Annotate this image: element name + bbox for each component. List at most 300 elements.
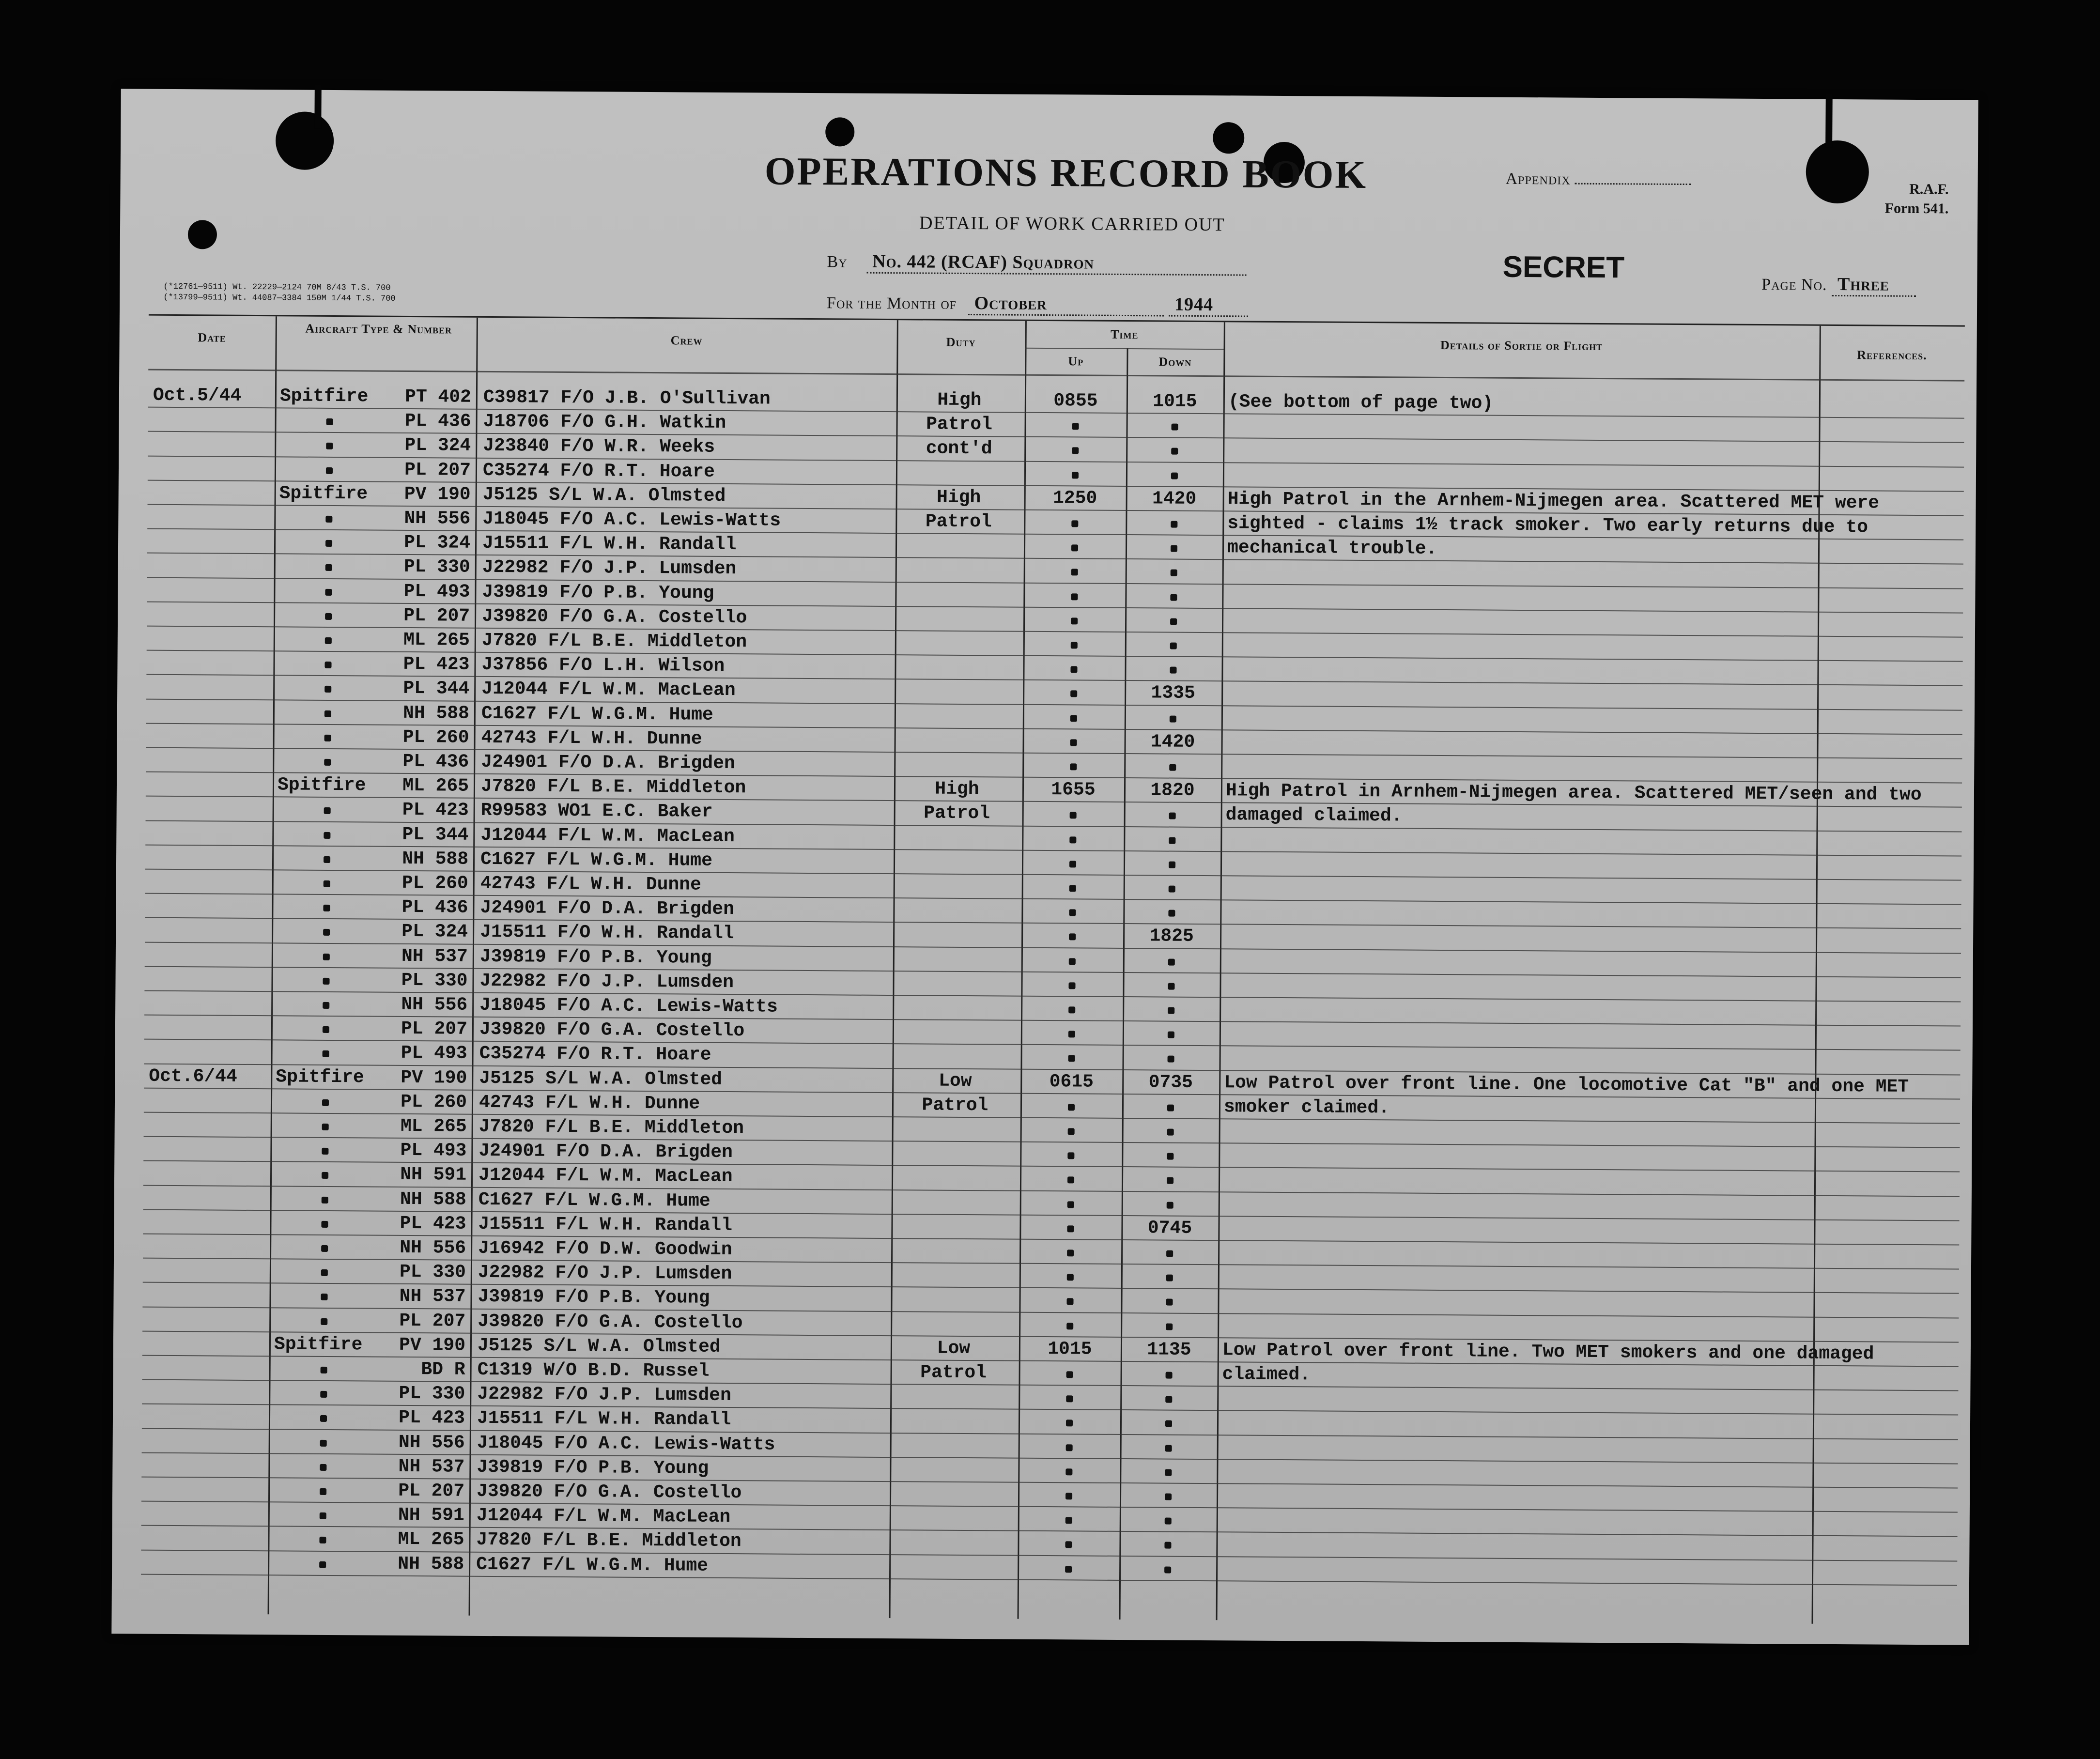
ditto-mark [320, 1488, 326, 1495]
row-crew: J39820 F/O G.A. Costello [478, 1311, 743, 1333]
ditto-mark [324, 735, 331, 741]
row-time-up [1020, 1556, 1117, 1580]
ditto-mark [326, 418, 333, 425]
ditto-mark [324, 686, 331, 693]
header-down: Down [1158, 355, 1192, 369]
ditto-mark [1170, 594, 1177, 601]
row-aircraft-type [276, 1113, 375, 1138]
ditto-mark [1170, 618, 1177, 625]
row-time-down [1127, 754, 1219, 779]
row-time-down: 1335 [1151, 682, 1195, 704]
row-time-down [1128, 535, 1220, 560]
ditto-mark [1166, 1250, 1173, 1257]
ditto-mark [322, 1026, 329, 1033]
row-time-down [1128, 559, 1220, 584]
row-time-down: 0745 [1147, 1218, 1192, 1239]
ditto-mark [1168, 1032, 1174, 1038]
row-aircraft-number: NH 588 [400, 1188, 466, 1210]
row-time-up [1025, 656, 1122, 681]
page-number-line [1761, 273, 1916, 297]
row-time-up [1024, 875, 1121, 900]
ditto-mark [1065, 1468, 1072, 1475]
row-aircraft-number: NH 591 [398, 1505, 464, 1526]
row-time-down [1127, 608, 1220, 633]
ditto-mark [321, 1294, 327, 1300]
row-time-up [1024, 899, 1121, 924]
row-aircraft-number: BD R [421, 1359, 465, 1380]
row-time-up [1025, 729, 1122, 754]
printer-code-line: (*13799—9511) Wt. 44087—3384 150M 1/44 T.S. 700 [163, 293, 396, 304]
row-aircraft-number: PL 344 [402, 824, 469, 846]
row-aircraft-type [279, 530, 378, 555]
row-time-down [1127, 633, 1220, 657]
row-aircraft-number: ML 265 [400, 1115, 467, 1137]
row-aircraft-type [277, 846, 376, 871]
ditto-mark [1166, 1299, 1173, 1306]
ditto-mark [323, 1002, 329, 1009]
page-subtitle: DETAIL OF WORK CARRIED OUT [919, 213, 1225, 235]
ditto-mark [319, 1537, 326, 1543]
ditto-mark [323, 905, 330, 911]
row-aircraft-number: PL 344 [403, 678, 470, 700]
ditto-mark [1165, 1396, 1172, 1403]
row-crew: J22982 F/O J.P. Lumsden [479, 970, 734, 993]
row-time-down [1123, 1313, 1215, 1338]
row-time-down [1126, 876, 1218, 900]
row-aircraft-type [274, 1308, 373, 1333]
row-time-up [1022, 1264, 1119, 1289]
ditto-mark [1164, 1542, 1171, 1549]
ditto-mark [321, 1196, 328, 1203]
row-aircraft-type [278, 749, 377, 773]
binder-hole [188, 220, 217, 249]
ditto-mark [1072, 423, 1079, 430]
ditto-mark [1070, 691, 1077, 697]
ditto-mark [322, 1050, 329, 1057]
header-date: Date [198, 330, 226, 345]
ditto-mark [320, 1391, 327, 1398]
row-aircraft-number: PL 330 [399, 1262, 466, 1283]
ditto-mark [1068, 982, 1075, 989]
row-aircraft-number: PL 423 [400, 1213, 466, 1234]
row-time-up [1023, 1118, 1120, 1143]
ditto-mark [1167, 1104, 1174, 1111]
row-time-down [1124, 1192, 1216, 1217]
appendix-label-text: Appendix [1505, 170, 1571, 188]
row-aircraft-type [279, 409, 379, 433]
page-number-value: Three [1832, 274, 1916, 297]
form-number [1885, 180, 1949, 219]
ditto-mark [1166, 1372, 1173, 1379]
row-crew: C1319 W/O B.D. Russel [477, 1359, 710, 1382]
row-aircraft-type [275, 1259, 374, 1284]
row-time-up [1027, 413, 1124, 438]
row-crew: C35274 F/O R.T. Hoare [482, 460, 715, 482]
ditto-mark [1068, 1055, 1075, 1062]
row-time-down [1123, 1386, 1215, 1411]
row-crew: J23840 F/O W.R. Weeks [483, 435, 715, 458]
row-time-down [1122, 1532, 1214, 1557]
row-aircraft-number: PL 493 [400, 1140, 467, 1161]
row-time-down [1127, 706, 1219, 730]
row-time-down [1127, 802, 1219, 827]
row-aircraft-type: Spitfire [276, 1066, 364, 1088]
row-aircraft-number: NH 588 [402, 848, 469, 870]
row-crew: C1627 F/L W.G.M. Hume [476, 1554, 709, 1576]
row-time-up [1026, 510, 1123, 535]
ditto-mark [1165, 1518, 1172, 1525]
ditto-mark [1165, 1469, 1172, 1476]
ditto-mark [324, 710, 331, 717]
row-crew: J18045 F/O A.C. Lewis-Watts [482, 508, 781, 531]
row-time-up [1025, 705, 1122, 729]
row-aircraft-type [279, 433, 379, 458]
ditto-mark [323, 953, 329, 960]
month-label: For the Month of [826, 294, 957, 313]
binder-clip [1825, 94, 1833, 148]
row-time-up [1024, 826, 1121, 851]
row-crew: J15511 F/L W.H. Randall [478, 1213, 733, 1236]
ditto-mark [322, 1124, 328, 1130]
row-aircraft-number: PL 423 [403, 654, 470, 675]
ditto-mark [1169, 861, 1175, 868]
row-duty: Patrol [920, 1362, 987, 1384]
ditto-mark [321, 1221, 328, 1228]
ditto-mark [1167, 1202, 1174, 1208]
record-sheet [111, 89, 1978, 1645]
ditto-mark [1165, 1420, 1172, 1427]
ditto-mark [1172, 424, 1178, 431]
row-aircraft-type [274, 1284, 373, 1309]
row-time-down [1125, 997, 1217, 1022]
row-time-up [1020, 1483, 1117, 1508]
row-aircraft-number: PL 260 [401, 872, 468, 894]
ditto-mark [1168, 958, 1175, 965]
row-time-down [1125, 1119, 1217, 1143]
ditto-mark [321, 1269, 327, 1276]
appendix-blank [1575, 183, 1691, 185]
ditto-mark [1069, 861, 1076, 867]
row-time-down [1126, 827, 1218, 852]
ditto-mark [1067, 1177, 1074, 1184]
ditto-mark [322, 1099, 328, 1106]
row-crew: J39820 F/O G.A. Costello [476, 1481, 742, 1504]
row-time-up [1021, 1312, 1118, 1337]
ditto-mark [1164, 1566, 1171, 1573]
row-time-down: 1015 [1153, 391, 1197, 412]
row-time-up [1023, 972, 1120, 997]
row-time-down [1127, 584, 1220, 609]
ditto-mark [322, 1148, 328, 1155]
ditto-mark [1069, 885, 1076, 892]
row-details: High Patrol in Arnhem-Nijmegen area. Scattered MET/seen and two damaged claimed. [1225, 780, 1922, 827]
row-crew: C1627 F/L W.G.M. Hume [478, 1189, 710, 1212]
ditto-mark [1171, 448, 1178, 455]
year-value: 1944 [1169, 294, 1248, 317]
row-aircraft-type [279, 555, 378, 579]
row-time-up [1023, 1094, 1120, 1119]
squadron-line [827, 250, 1246, 276]
row-aircraft-type [278, 700, 377, 725]
row-aircraft-type [278, 725, 377, 749]
row-aircraft-type [279, 506, 378, 530]
row-crew: J15511 F/L W.H. Randall [477, 1408, 731, 1431]
row-aircraft-number: PV 190 [401, 1067, 467, 1089]
row-time-up: 1655 [1051, 779, 1096, 801]
ditto-mark [1169, 886, 1175, 893]
ditto-mark [1170, 643, 1177, 649]
row-aircraft-number: PL 423 [402, 800, 469, 821]
row-time-up [1026, 583, 1123, 608]
row-time-down [1127, 657, 1219, 681]
ditto-mark [321, 1245, 328, 1252]
row-crew: C1627 F/L W.G.M. Hume [480, 849, 713, 871]
ditto-mark [325, 564, 332, 571]
row-crew: C1627 F/L W.G.M. Hume [481, 703, 713, 725]
row-aircraft-type [276, 992, 375, 1017]
ditto-mark [321, 1318, 327, 1325]
row-aircraft-type: Spitfire [279, 483, 368, 505]
ditto-mark [1170, 667, 1176, 674]
row-aircraft-type: Spitfire [277, 774, 366, 796]
ditto-mark [1071, 642, 1078, 648]
row-time-up [1025, 680, 1122, 705]
row-crew: J15511 F/L W.H. Randall [482, 533, 737, 555]
ditto-mark [1070, 763, 1077, 770]
row-time-up [1023, 1045, 1120, 1070]
ditto-mark [1072, 447, 1079, 454]
row-crew: C39817 F/O J.B. O'Sullivan [483, 386, 771, 410]
row-time-down [1125, 1095, 1217, 1119]
row-aircraft-type [278, 579, 378, 603]
ditto-mark [1066, 1371, 1073, 1378]
row-crew: J24901 F/O D.A. Brigden [481, 751, 735, 774]
row-aircraft-number: PL 330 [403, 556, 470, 578]
row-aircraft-type [275, 1187, 374, 1211]
ditto-mark [1065, 1493, 1072, 1499]
row-time-up [1023, 997, 1120, 1021]
row-aircraft-type [276, 1041, 375, 1065]
row-date: Oct.5/44 [153, 385, 242, 406]
ditto-mark [1067, 1250, 1074, 1256]
ditto-mark [319, 1561, 326, 1568]
row-time-up [1021, 1410, 1118, 1435]
header-aircraft: Aircraft Type & Number [305, 321, 452, 337]
row-aircraft-number: PL 330 [399, 1383, 465, 1404]
row-aircraft-number: ML 265 [403, 629, 470, 651]
row-aircraft-number: PL 207 [401, 1018, 468, 1040]
ditto-mark [1168, 1007, 1174, 1014]
row-time-down [1125, 973, 1217, 998]
ditto-mark [1070, 715, 1077, 722]
ditto-mark [1171, 570, 1177, 576]
row-time-down [1122, 1459, 1214, 1484]
row-aircraft-number: NH 537 [398, 1456, 465, 1478]
row-aircraft-type [274, 1430, 373, 1454]
row-time-down: 1420 [1150, 731, 1195, 753]
header-rule [1025, 348, 1224, 350]
row-aircraft-type [275, 1162, 374, 1187]
row-crew: J7820 F/L B.E. Middleton [481, 630, 747, 653]
row-time-up [1023, 1021, 1120, 1046]
header-duty: Duty [946, 335, 976, 350]
row-crew: J12044 F/L W.M. MacLean [476, 1505, 731, 1528]
row-time-up [1022, 1167, 1119, 1191]
ditto-mark [1170, 715, 1176, 722]
row-aircraft-number: ML 265 [402, 775, 469, 797]
ditto-mark [1069, 958, 1076, 965]
row-aircraft-type [278, 652, 377, 677]
row-aircraft-number: PL 324 [404, 435, 471, 457]
binder-hole [1806, 140, 1869, 204]
appendix-label [1506, 170, 1692, 189]
row-aircraft-type [275, 1138, 374, 1162]
row-aircraft-number: PL 324 [404, 532, 471, 554]
ditto-mark [324, 759, 331, 766]
header-up: Up [1068, 354, 1084, 369]
row-aircraft-number: ML 265 [398, 1529, 464, 1551]
row-crew: J16942 F/O D.W. Goodwin [478, 1237, 732, 1261]
row-crew: J39819 F/O P.B. Young [477, 1456, 709, 1479]
row-details: (See bottom of page two) [1228, 391, 1494, 414]
ditto-mark [325, 467, 332, 474]
ditto-mark [1067, 1152, 1074, 1159]
binder-hole [276, 111, 334, 170]
ditto-mark [1065, 1517, 1072, 1524]
ditto-mark [320, 1415, 326, 1422]
ditto-mark [1169, 813, 1176, 819]
row-time-up: 1250 [1052, 487, 1097, 509]
ditto-mark [1070, 666, 1077, 673]
ditto-mark [1066, 1444, 1073, 1451]
row-time-down [1126, 851, 1218, 876]
row-crew: J39819 F/O P.B. Young [479, 946, 712, 969]
row-aircraft-type [277, 822, 376, 847]
row-aircraft-number: PT 402 [404, 386, 472, 408]
row-time-up [1026, 608, 1123, 633]
row-aircraft-number: NH 591 [400, 1164, 467, 1186]
row-details: Low Patrol over front line. Two MET smokers and one damaged claimed. [1222, 1340, 1874, 1386]
ditto-mark [1071, 520, 1078, 527]
ditto-mark [323, 978, 329, 985]
ditto-mark [324, 856, 330, 863]
row-aircraft-type [273, 1527, 372, 1552]
row-time-down [1122, 1508, 1214, 1532]
ditto-mark [1068, 1104, 1075, 1111]
row-crew: C35274 F/O R.T. Hoare [479, 1043, 711, 1066]
binder-clip [314, 85, 322, 129]
row-time-up [1027, 437, 1124, 462]
row-time-down: 1825 [1149, 926, 1194, 947]
ditto-mark [1166, 1275, 1173, 1281]
ditto-mark [326, 443, 333, 449]
row-aircraft-number: NH 588 [398, 1553, 464, 1575]
row-time-up [1021, 1288, 1118, 1313]
ditto-mark [320, 1439, 326, 1446]
header-crew: Crew [670, 333, 703, 348]
row-time-up [1022, 1142, 1119, 1167]
row-crew: J39819 F/O P.B. Young [482, 581, 714, 604]
ditto-mark [1171, 472, 1178, 479]
row-details: Low Patrol over front line. One locomotive Cat "B" and one MET smoker claimed. [1223, 1072, 1909, 1118]
row-time-up [1021, 1361, 1118, 1386]
row-crew: J7820 F/L B.E. Middleton [479, 1116, 744, 1139]
row-aircraft-number: PL 260 [402, 726, 469, 748]
row-aircraft-number: PL 207 [403, 605, 470, 627]
ditto-mark [1067, 1225, 1074, 1232]
ditto-mark [1171, 521, 1177, 528]
ditto-mark [325, 516, 332, 523]
row-time-up: 0855 [1053, 390, 1098, 412]
row-aircraft-number: PV 190 [404, 483, 471, 505]
ditto-mark [320, 1367, 327, 1373]
ditto-mark [1069, 836, 1076, 843]
row-time-up [1022, 1240, 1119, 1265]
row-time-down [1123, 1289, 1215, 1313]
row-time-up [1024, 924, 1121, 948]
ditto-mark [1071, 593, 1078, 600]
row-crew: J15511 F/O W.H. Randall [480, 922, 734, 944]
row-time-up [1026, 559, 1123, 584]
ditto-mark [1070, 739, 1077, 746]
row-time-up [1020, 1531, 1117, 1556]
ditto-mark [1071, 617, 1078, 624]
row-aircraft-type: Spitfire [274, 1334, 363, 1356]
row-time-up [1026, 535, 1123, 559]
squadron-value: No. 442 (RCAF) Squadron [866, 251, 1246, 276]
row-duty: High [937, 389, 982, 411]
row-crew: J12044 F/L W.M. MacLean [480, 824, 735, 847]
row-time-down [1126, 900, 1218, 925]
row-aircraft-number: PL 493 [403, 581, 470, 602]
row-aircraft-number: NH 588 [402, 702, 470, 724]
page-label: Page No. [1761, 276, 1827, 294]
row-time-down [1123, 1435, 1215, 1460]
row-crew: J39819 F/O P.B. Young [478, 1286, 710, 1309]
row-time-up [1025, 802, 1122, 827]
row-time-down [1128, 438, 1220, 463]
printer-codes [163, 282, 396, 305]
ditto-mark [1167, 1129, 1174, 1136]
row-time-up: 0615 [1049, 1071, 1094, 1093]
form-number-line: R.A.F. [1909, 181, 1949, 198]
row-aircraft-number: PL 436 [401, 897, 468, 918]
row-crew: J18045 F/O A.C. Lewis-Watts [479, 994, 778, 1018]
row-aircraft-type [278, 603, 378, 628]
row-time-down [1123, 1362, 1215, 1387]
row-duty: High [935, 778, 979, 800]
row-time-up [1020, 1507, 1117, 1532]
row-time-down [1122, 1483, 1214, 1508]
ditto-mark [1066, 1298, 1073, 1305]
row-aircraft-type [276, 1016, 375, 1041]
row-time-down [1124, 1143, 1216, 1168]
secret-stamp: SECRET [1502, 250, 1625, 285]
row-crew: J12044 F/L W.M. MacLean [478, 1165, 733, 1188]
ditto-mark [325, 589, 332, 596]
row-aircraft-number: PL 436 [402, 751, 469, 772]
ditto-mark [1167, 1177, 1174, 1184]
row-aircraft-number: PV 190 [399, 1334, 466, 1356]
ditto-mark [1071, 545, 1078, 552]
row-aircraft-number: PL 207 [398, 1480, 465, 1502]
row-crew: J24901 F/O D.A. Brigden [480, 897, 735, 920]
ditto-mark [1072, 472, 1079, 478]
row-aircraft-number: NH 556 [401, 994, 468, 1016]
row-aircraft-type [274, 1381, 373, 1405]
header-rule [148, 369, 1964, 382]
row-time-down [1124, 1265, 1216, 1289]
